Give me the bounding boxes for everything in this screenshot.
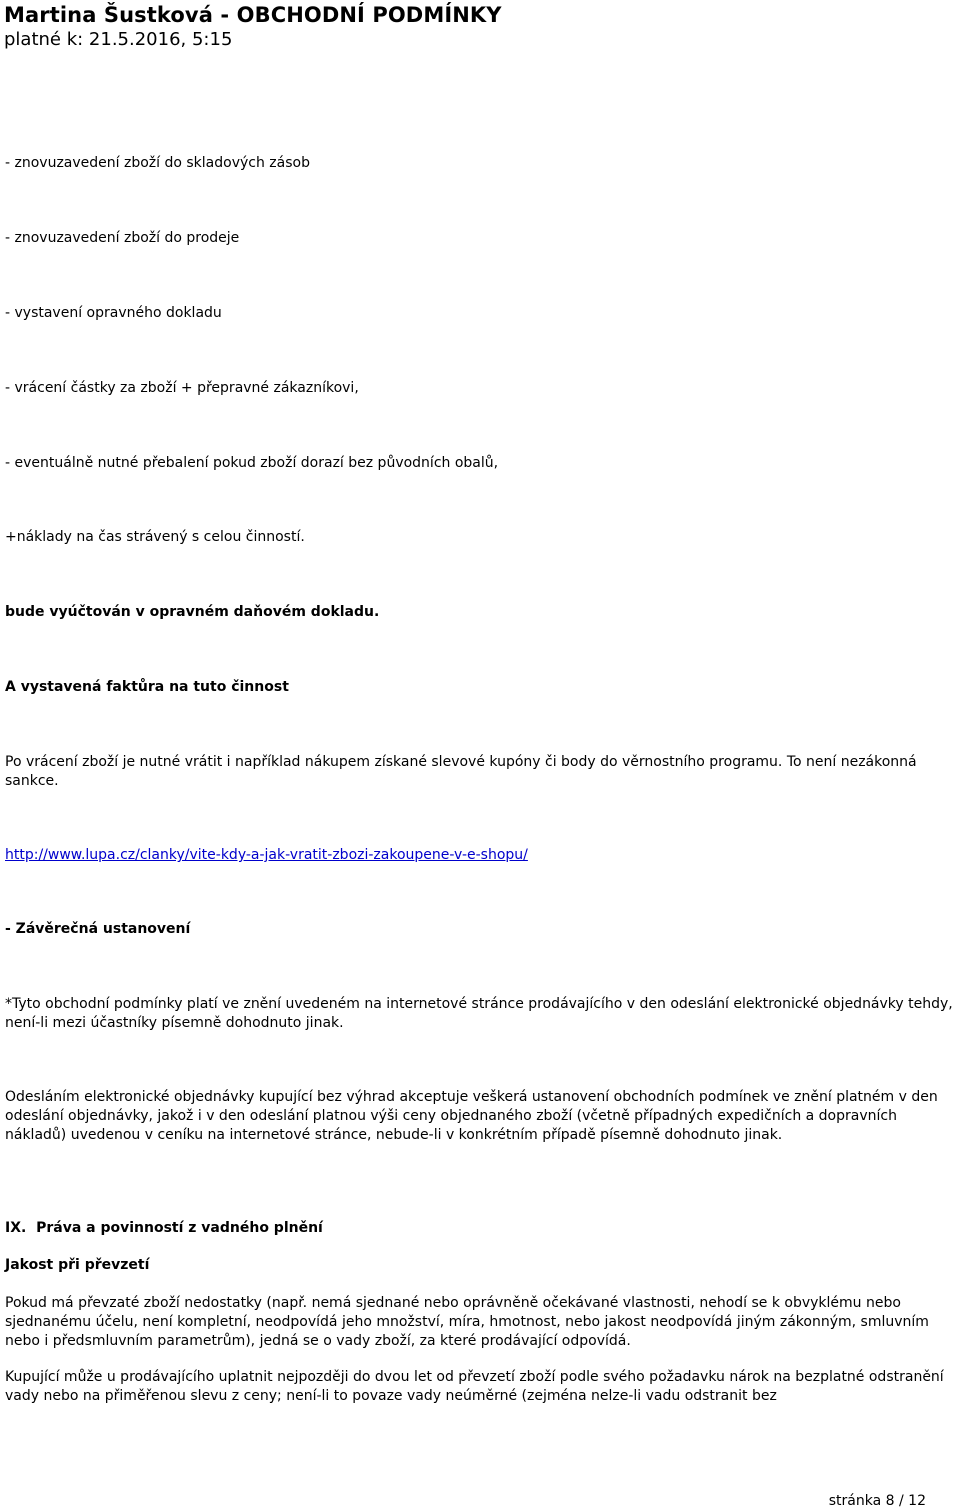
section-heading xyxy=(5,1219,955,1238)
section-title: Práva a povinností z vadného plnění xyxy=(36,1220,323,1236)
list-item: - znovuzavedení zboží do prodeje xyxy=(5,230,240,246)
document-title: Martina Šustková - OBCHODNÍ PODMÍNKY xyxy=(4,3,502,27)
paragraph: Pokud má převzaté zboží nedostatky (např. nemá sjednané nebo oprávněně očekávané vlastnosti, nehodí se k obvyklému nebo sjednanému účelu, není kompletní, neodpovídá jeho množství, míra, hmotnost, nebo jakost neodpovídá jiným zákonným, smluvním nebo i předsmluvním parametrům), jedná se o vady zboží, za které prodávající odpovídá. xyxy=(5,1295,929,1349)
document-header xyxy=(4,2,502,52)
bold-statement: A vystavená faktůra na tuto činnost xyxy=(5,679,289,695)
list-item: - vystavení opravného dokladu xyxy=(5,305,222,321)
document-date: platné k: 21.5.2016, 5:15 xyxy=(4,29,233,50)
list-item: - vrácení částky za zboží + přepravné zákazníkovi, xyxy=(5,380,359,396)
section-number: IX. xyxy=(5,1220,27,1236)
source-link[interactable]: http://www.lupa.cz/clanky/vite-kdy-a-jak-vratit-zbozi-zakoupene-v-e-shopu/ xyxy=(5,847,528,863)
list-item: - eventuálně nutné přebalení pokud zboží dorazí bez původních obalů, xyxy=(5,455,499,471)
list-item: +náklady na čas strávený s celou činností. xyxy=(5,529,305,545)
paragraph: Odesláním elektronické objednávky kupující bez výhrad akceptuje veškerá ustanovení obchodních podmínek ve znění platném v den odeslání objednávky, jakož i v den odeslání platnou výši ceny objednaného zboží (včetně případných expedičních a dopravních nákladů) uvedenou v ceníku na internetové stránce, nebude-li v konkrétním případě písemně dohodnuto jinak. xyxy=(5,1089,938,1143)
section-heading: - Závěrečná ustanovení xyxy=(5,921,191,937)
page-number: stránka 8 / 12 xyxy=(828,1493,926,1509)
paragraph: *Tyto obchodní podmínky platí ve znění uvedeném na internetové stránce prodávajícího v den odeslání elektronické objednávky tehdy, není-li mezi účastníky písemně dohodnuto jinak. xyxy=(5,996,953,1031)
bold-statement: bude vyúčtován v opravném daňovém dokladu. xyxy=(5,604,380,620)
subsection-heading: Jakost při převzetí xyxy=(5,1257,150,1273)
paragraph: Po vrácení zboží je nutné vrátit i například nákupem získané slevové kupóny či body do věrnostního programu. To není nezákonná sankce. xyxy=(5,754,917,789)
paragraph: Kupující může u prodávajícího uplatnit nejpozději do dvou let od převzetí zboží podle svého požadavku nárok na bezplatné odstranění vady nebo na přiměřenou slevu z ceny; není-li to povaze vady neúměrné (zejména nelze-li vadu odstranit bez xyxy=(5,1369,944,1404)
link-paragraph xyxy=(5,846,955,865)
list-item: - znovuzavedení zboží do skladových zásob xyxy=(5,155,310,171)
